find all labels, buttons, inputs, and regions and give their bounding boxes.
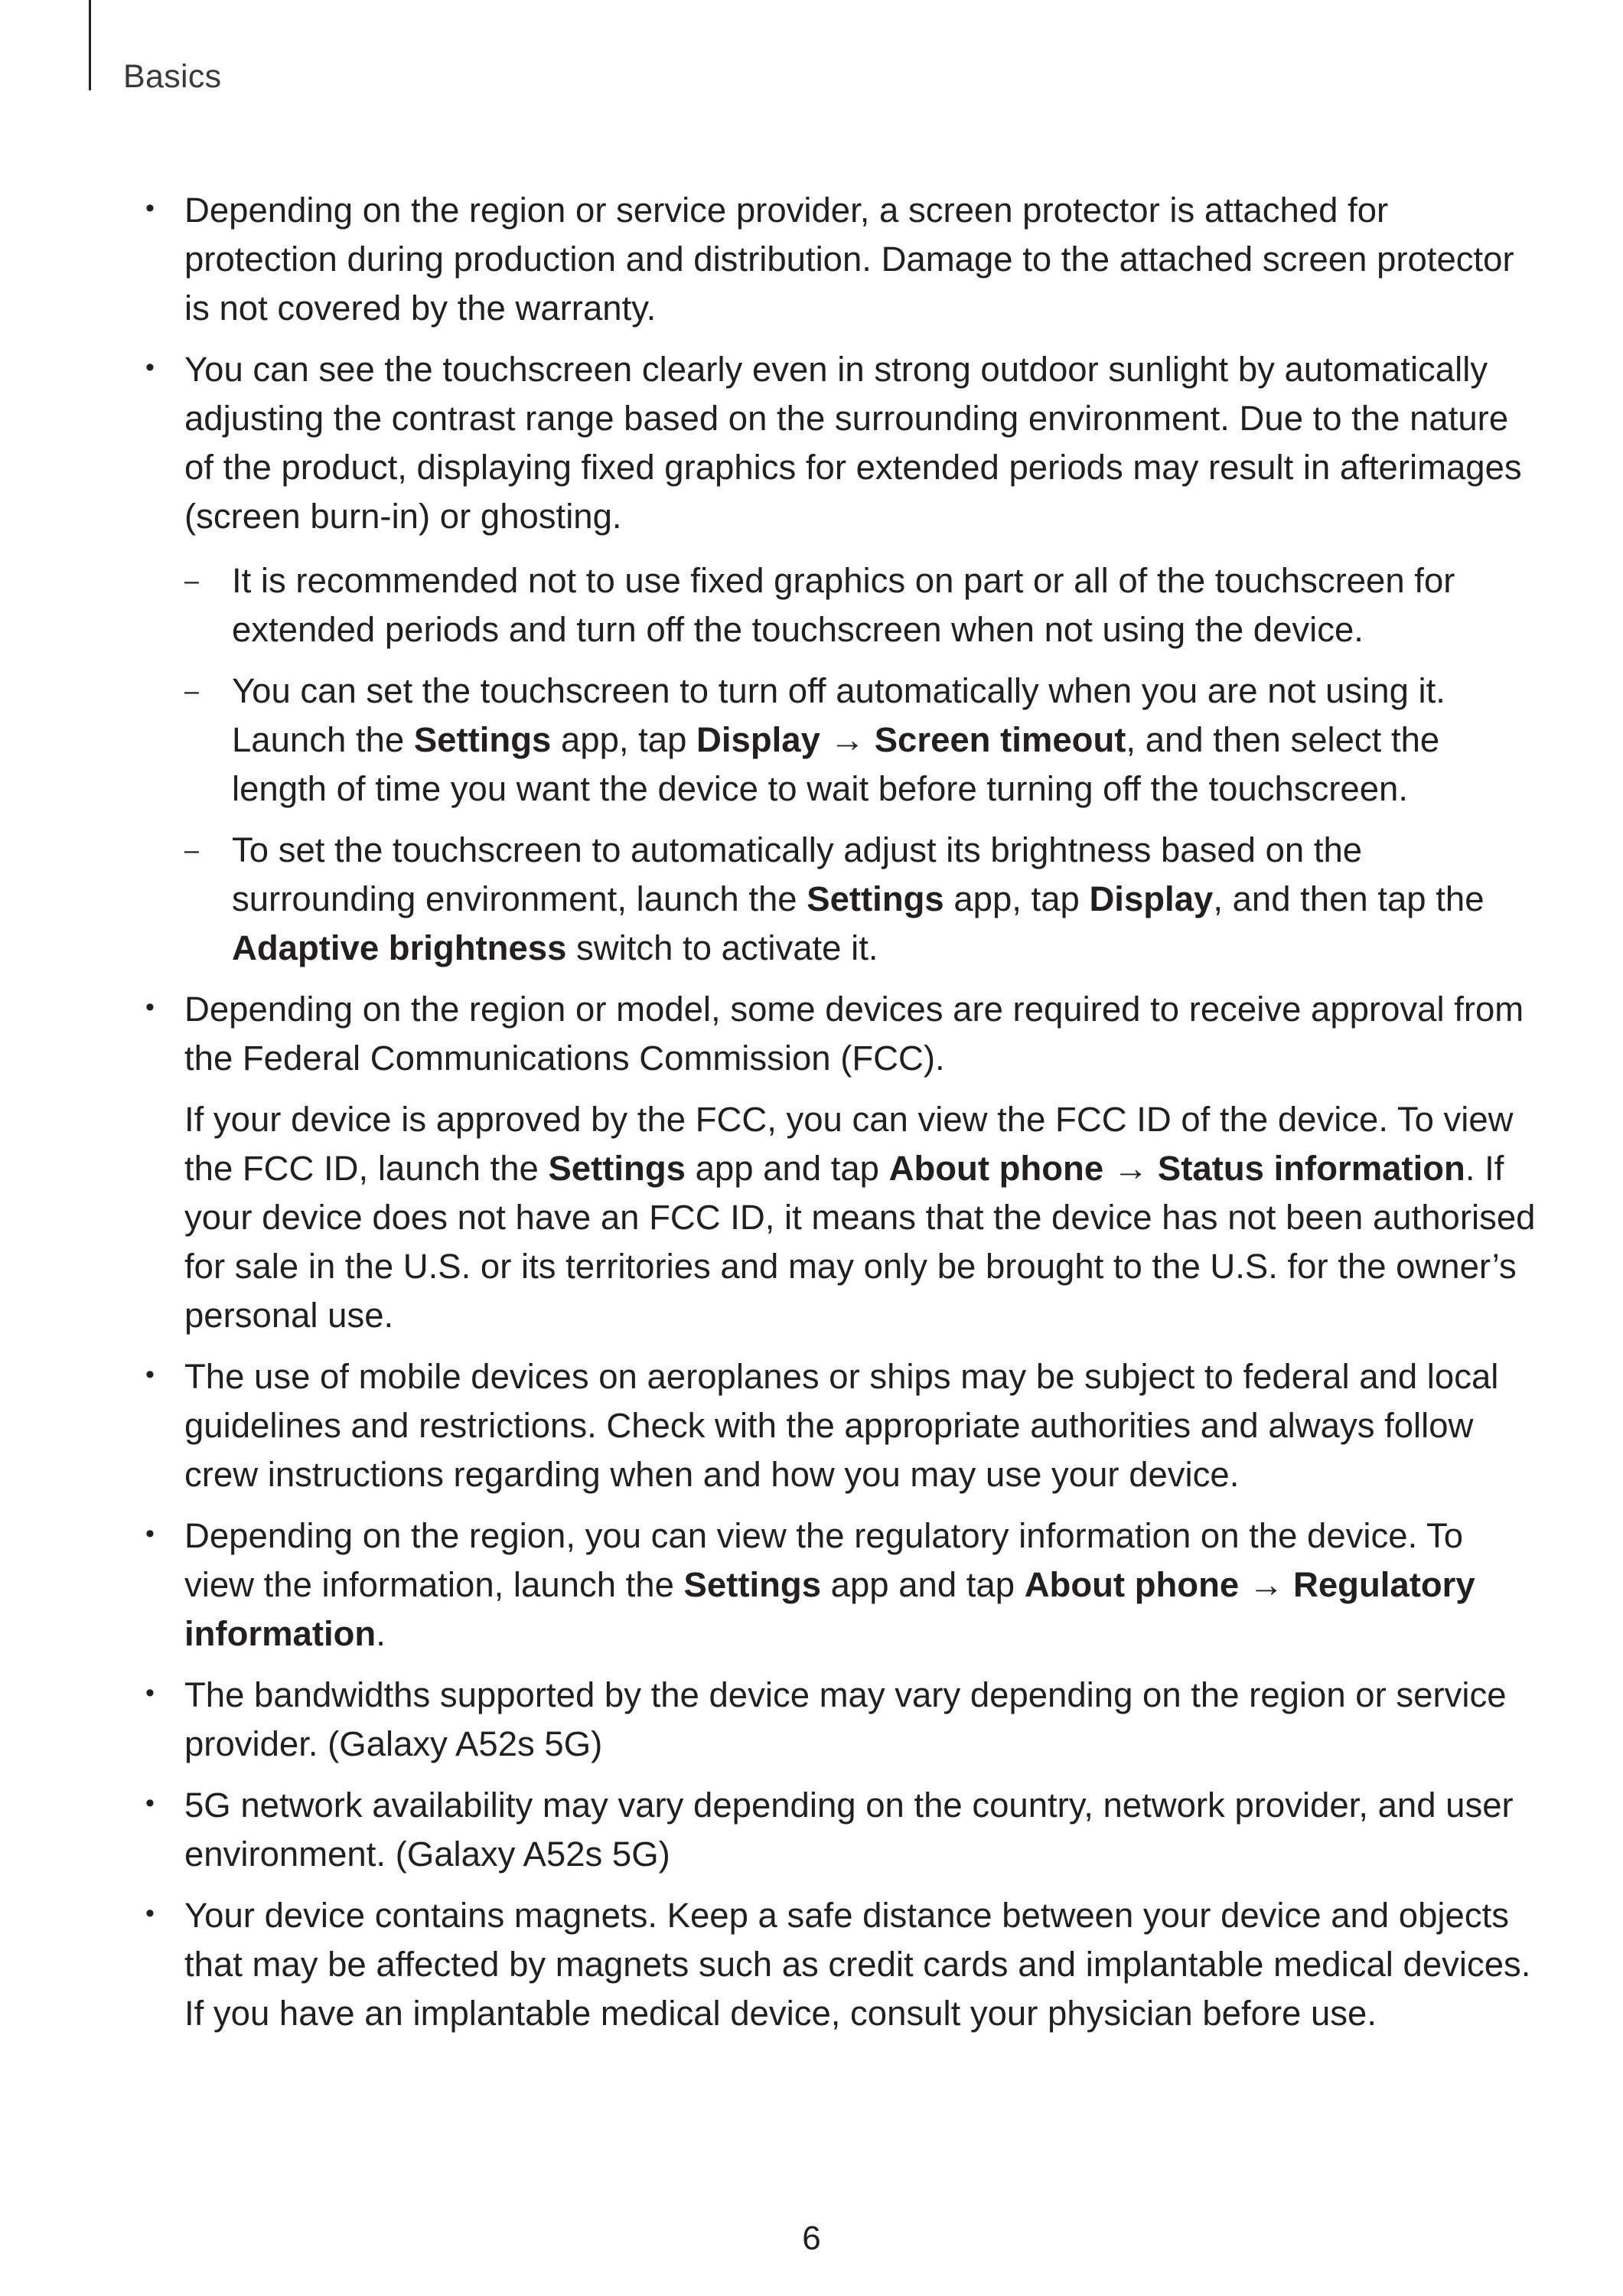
sub-item [184,556,1539,654]
bullet-marker: • [145,1789,155,1818]
sub-list [184,556,1539,973]
bold-term: Settings [413,720,552,759]
bullet-paragraph [184,985,1539,1083]
bold-term: Regulatory information [184,1565,1475,1653]
text-run: Depending on the region or model, some devices are required to receive approval from the Federal Communications Commission (FCC). [184,990,1524,1078]
sub-item [184,667,1539,814]
bold-term: Settings [807,879,944,918]
bullet-marker: • [145,194,155,223]
bullet-item [0,985,1623,1340]
text-run: Depending on the region or service provider, a screen protector is attached for protection during production and distribution. Damage to the attached screen protector is not covered by the warranty. [184,191,1514,328]
bullet-item [0,1671,1623,1769]
bullet-list [0,186,1623,2050]
bullet-marker: • [145,353,155,382]
text-run: app, tap [943,879,1090,918]
dash-marker: – [184,566,199,595]
text-run: app and tap [821,1565,1025,1604]
text-run: . [376,1614,386,1653]
bullet-paragraph [184,1891,1539,2038]
bold-term: Display [1089,879,1214,918]
text-run: → [820,720,875,759]
text-run: app, tap [551,720,697,759]
bullet-paragraph [184,1352,1539,1499]
bold-term: Screen timeout [874,720,1126,759]
text-run: Depending on the region, you can view the regulatory information on the device. To view the information, launch the [184,1516,1464,1604]
bullet-marker: • [145,1899,155,1928]
bullet-marker: • [145,1519,155,1548]
bold-term: About phone [1024,1565,1240,1604]
bold-term: Status information [1157,1149,1465,1188]
page-number: 6 [802,2219,821,2257]
header-rule [89,0,91,90]
text-run: app and tap [685,1149,889,1188]
bullet-marker: • [145,1360,155,1389]
bullet-item [0,345,1623,973]
text-run: Your device contains magnets. Keep a safe distance between your device and objects that may be affected by magnets such as credit cards and implantable medical devices. If you have an implantable medical device, consult your physician before use. [184,1896,1531,2033]
text-run: To set the touchscreen to automatically adjust its brightness based on the surrounding environment, launch the [232,830,1363,918]
text-run: If your device is approved by the FCC, you can view the FCC ID of the device. To view the FCC ID, launch the [184,1100,1514,1188]
bold-term: Settings [683,1565,822,1604]
bullet-item [0,186,1623,333]
text-run: You can see the touchscreen clearly even in strong outdoor sunlight by automatically adjusting the contrast range based on the surrounding environment. Due to the nature of the product, displaying fixed graphics for extended periods may result in afterimages (screen burn-in) or ghosting. [184,350,1522,536]
text-run: You can set the touchscreen to turn off automatically when you are not using it. Launch the [232,671,1445,759]
bold-term: Adaptive brightness [232,928,567,967]
sub-item [184,826,1539,973]
text-run: . If your device does not have an FCC ID, it means that the device has not been authorised for sale in the U.S. or its territories and may only be brought to the U.S. for the owner’s personal use. [184,1149,1536,1335]
dash-marker: – [184,677,199,706]
bullet-item [0,1512,1623,1658]
bullet-paragraph [184,1512,1539,1658]
bold-term: Display [696,720,820,759]
bullet-paragraph [184,1781,1539,1879]
text-run: , and then tap the [1213,879,1484,918]
text-run: It is recommended not to use fixed graphics on part or all of the touchscreen for extended periods and turn off the touchscreen when not using the device. [232,561,1455,649]
bullet-marker: • [145,1678,155,1707]
text-run: 5G network availability may vary depending on the country, network provider, and user environment. (Galaxy A52s 5G) [184,1786,1514,1874]
bullet-paragraph [184,186,1539,333]
text-run: → [1103,1149,1158,1188]
text-run: , and then select the length of time you want the device to wait before turning off the touchscreen. [232,720,1440,808]
bullet-paragraph [184,1095,1539,1340]
section-label: Basics [123,58,222,95]
dash-marker: – [184,836,199,865]
bullet-paragraph [184,1671,1539,1769]
bullet-marker: • [145,993,155,1022]
text-run: switch to activate it. [566,928,878,967]
bold-term: About phone [888,1149,1104,1188]
text-run: → [1239,1565,1293,1604]
bold-term: Settings [548,1149,686,1188]
bullet-paragraph [184,345,1539,541]
bullet-item [0,1352,1623,1499]
bullet-item [0,1781,1623,1879]
bullet-item [0,1891,1623,2038]
text-run: The use of mobile devices on aeroplanes or ships may be subject to federal and local guidelines and restrictions. Check with the appropriate authorities and always follow crew instructions regarding when and how you may use your device. [184,1357,1499,1494]
text-run: The bandwidths supported by the device may vary depending on the region or service provider. (Galaxy A52s 5G) [184,1675,1507,1763]
